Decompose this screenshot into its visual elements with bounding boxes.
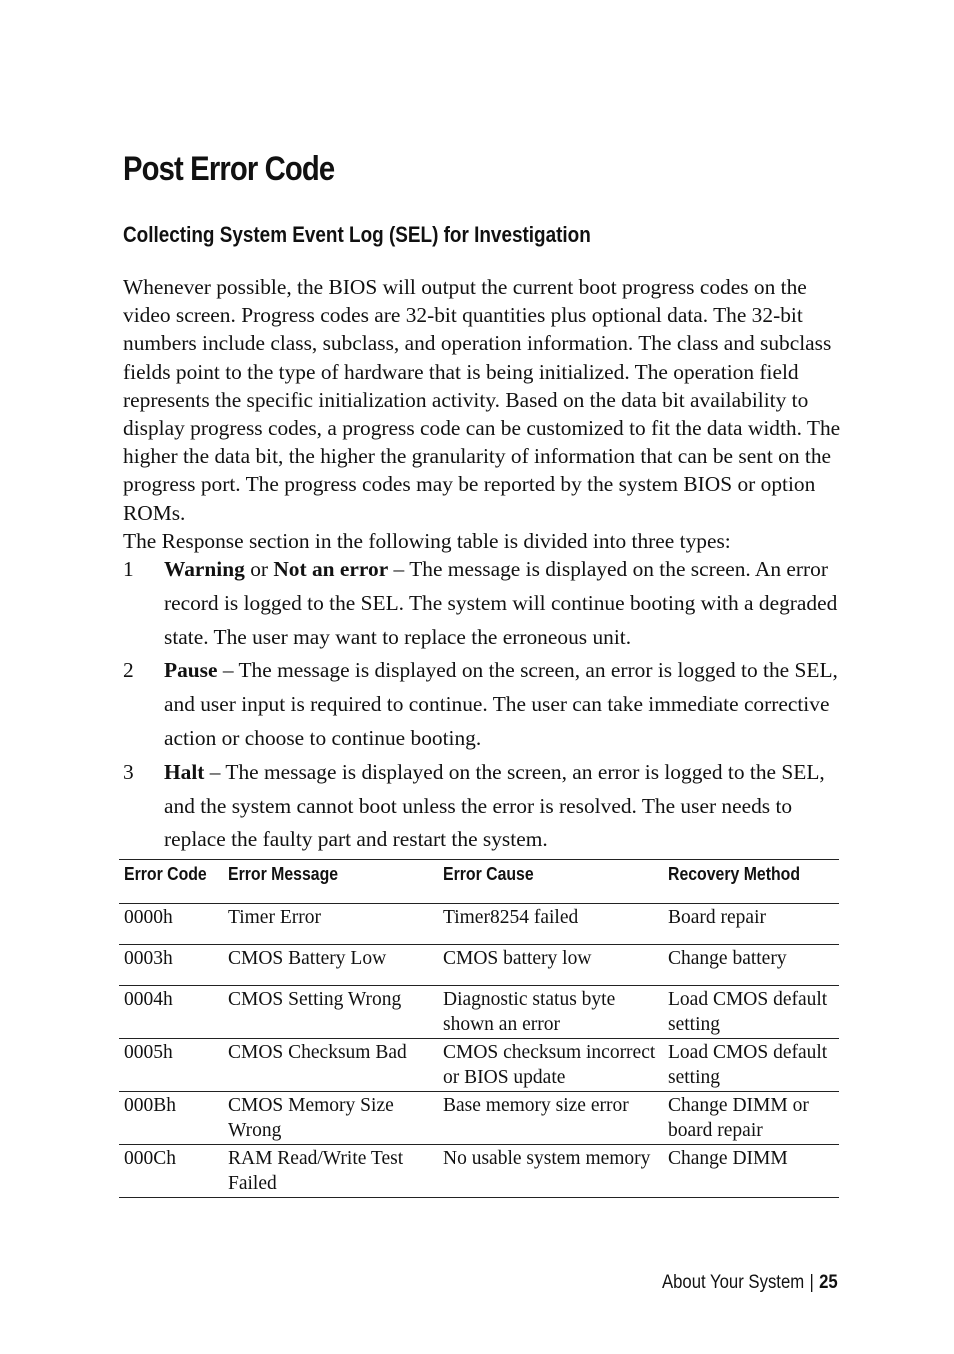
- cell-error-cause: Diagnostic status byte shown an error: [438, 985, 663, 1038]
- list-item: [123, 654, 853, 755]
- list-item-text: – The message is displayed on the screen, an error is logged to the SEL, and the system cannot boot unless the error is resolved. The user needs to replace the faulty part and restart the system.: [164, 759, 825, 852]
- header-error-cause: Error Cause: [438, 860, 663, 904]
- header-recovery-method: Recovery Method: [663, 860, 839, 904]
- intro-paragraph: Whenever possible, the BIOS will output the current boot progress codes on the video screen. Progress codes are 32-bit quantities plus optional data. The 32-bit numbers include class, subclass, and operation information. The class and subclass fields point to the type of hardware that is being initialized. The operation field represents the specific initialization activity. Based on the data bit availability to display progress codes, a progress code can be customized to fit the data width. The higher the data bit, the higher the granularity of information that can be sent on the progress port. The progress codes may be reported by the system BIOS or option ROMs.: [123, 275, 841, 525]
- cell-error-code: 0000h: [119, 903, 223, 944]
- response-type-list: [123, 553, 853, 857]
- table-row: [119, 903, 839, 944]
- table-row: [119, 1091, 839, 1144]
- cell-error-code: 0005h: [119, 1038, 223, 1091]
- cell-recovery-method: Board repair: [663, 903, 839, 944]
- intro-text: [123, 273, 843, 555]
- list-item-term: Halt: [164, 759, 205, 784]
- cell-error-code: 000Ch: [119, 1144, 223, 1197]
- table-row: [119, 1038, 839, 1091]
- cell-error-code: 0003h: [119, 944, 223, 985]
- cell-error-cause: CMOS checksum incorrect or BIOS update: [438, 1038, 663, 1091]
- cell-error-message: CMOS Battery Low: [223, 944, 438, 985]
- cell-recovery-method: Change battery: [663, 944, 839, 985]
- cell-error-message: Timer Error: [223, 903, 438, 944]
- footer-section-name: About Your System: [662, 1272, 805, 1293]
- cell-recovery-method: Change DIMM or board repair: [663, 1091, 839, 1144]
- cell-error-code: 000Bh: [119, 1091, 223, 1144]
- list-item-connector: or: [244, 557, 274, 581]
- list-item: [123, 756, 853, 857]
- list-item-number: 1: [123, 557, 134, 581]
- cell-recovery-method: Change DIMM: [663, 1144, 839, 1197]
- list-item: [123, 553, 853, 654]
- list-item-text: – The message is displayed on the screen, an error is logged to the SEL, and user input is required to continue. The user can take immediate corrective action or choose to continue booting.: [164, 658, 838, 750]
- cell-error-message: RAM Read/Write Test Failed: [223, 1144, 438, 1197]
- cell-error-message: CMOS Checksum Bad: [223, 1038, 438, 1091]
- table-header-row: [119, 860, 839, 904]
- cell-error-cause: CMOS battery low: [438, 944, 663, 985]
- cell-recovery-method: Load CMOS default setting: [663, 985, 839, 1038]
- list-item-term: Warning: [164, 557, 245, 581]
- intro-paragraph-response: The Response section in the following table is divided into three types:: [123, 528, 731, 553]
- cell-error-cause: Base memory size error: [438, 1091, 663, 1144]
- page-number: 25: [819, 1272, 838, 1293]
- section-heading: Collecting System Event Log (SEL) for Investigation: [123, 222, 591, 247]
- list-item-term2: Not an error: [273, 557, 389, 581]
- cell-error-message: CMOS Setting Wrong: [223, 985, 438, 1038]
- list-item-text: – The message is displayed on the screen. An error record is logged to the SEL. The system will continue booting with a degraded state. The user may want to replace the erroneous unit.: [164, 557, 838, 649]
- cell-recovery-method: Load CMOS default setting: [663, 1038, 839, 1091]
- footer-separator: |: [809, 1272, 815, 1293]
- table-row: [119, 1144, 839, 1197]
- header-error-message: Error Message: [223, 860, 438, 904]
- table-row: [119, 985, 839, 1038]
- cell-error-code: 0004h: [119, 985, 223, 1038]
- table-row: [119, 944, 839, 985]
- list-item-number: 2: [123, 658, 134, 683]
- header-error-code: Error Code: [119, 860, 223, 904]
- page-footer: [662, 1272, 838, 1294]
- error-code-table: [119, 859, 839, 1198]
- list-item-number: 3: [123, 759, 134, 784]
- list-item-term: Pause: [164, 658, 218, 683]
- cell-error-message: CMOS Memory Size Wrong: [223, 1091, 438, 1144]
- page-title: Post Error Code: [123, 150, 335, 188]
- cell-error-cause: Timer8254 failed: [438, 903, 663, 944]
- cell-error-cause: No usable system memory: [438, 1144, 663, 1197]
